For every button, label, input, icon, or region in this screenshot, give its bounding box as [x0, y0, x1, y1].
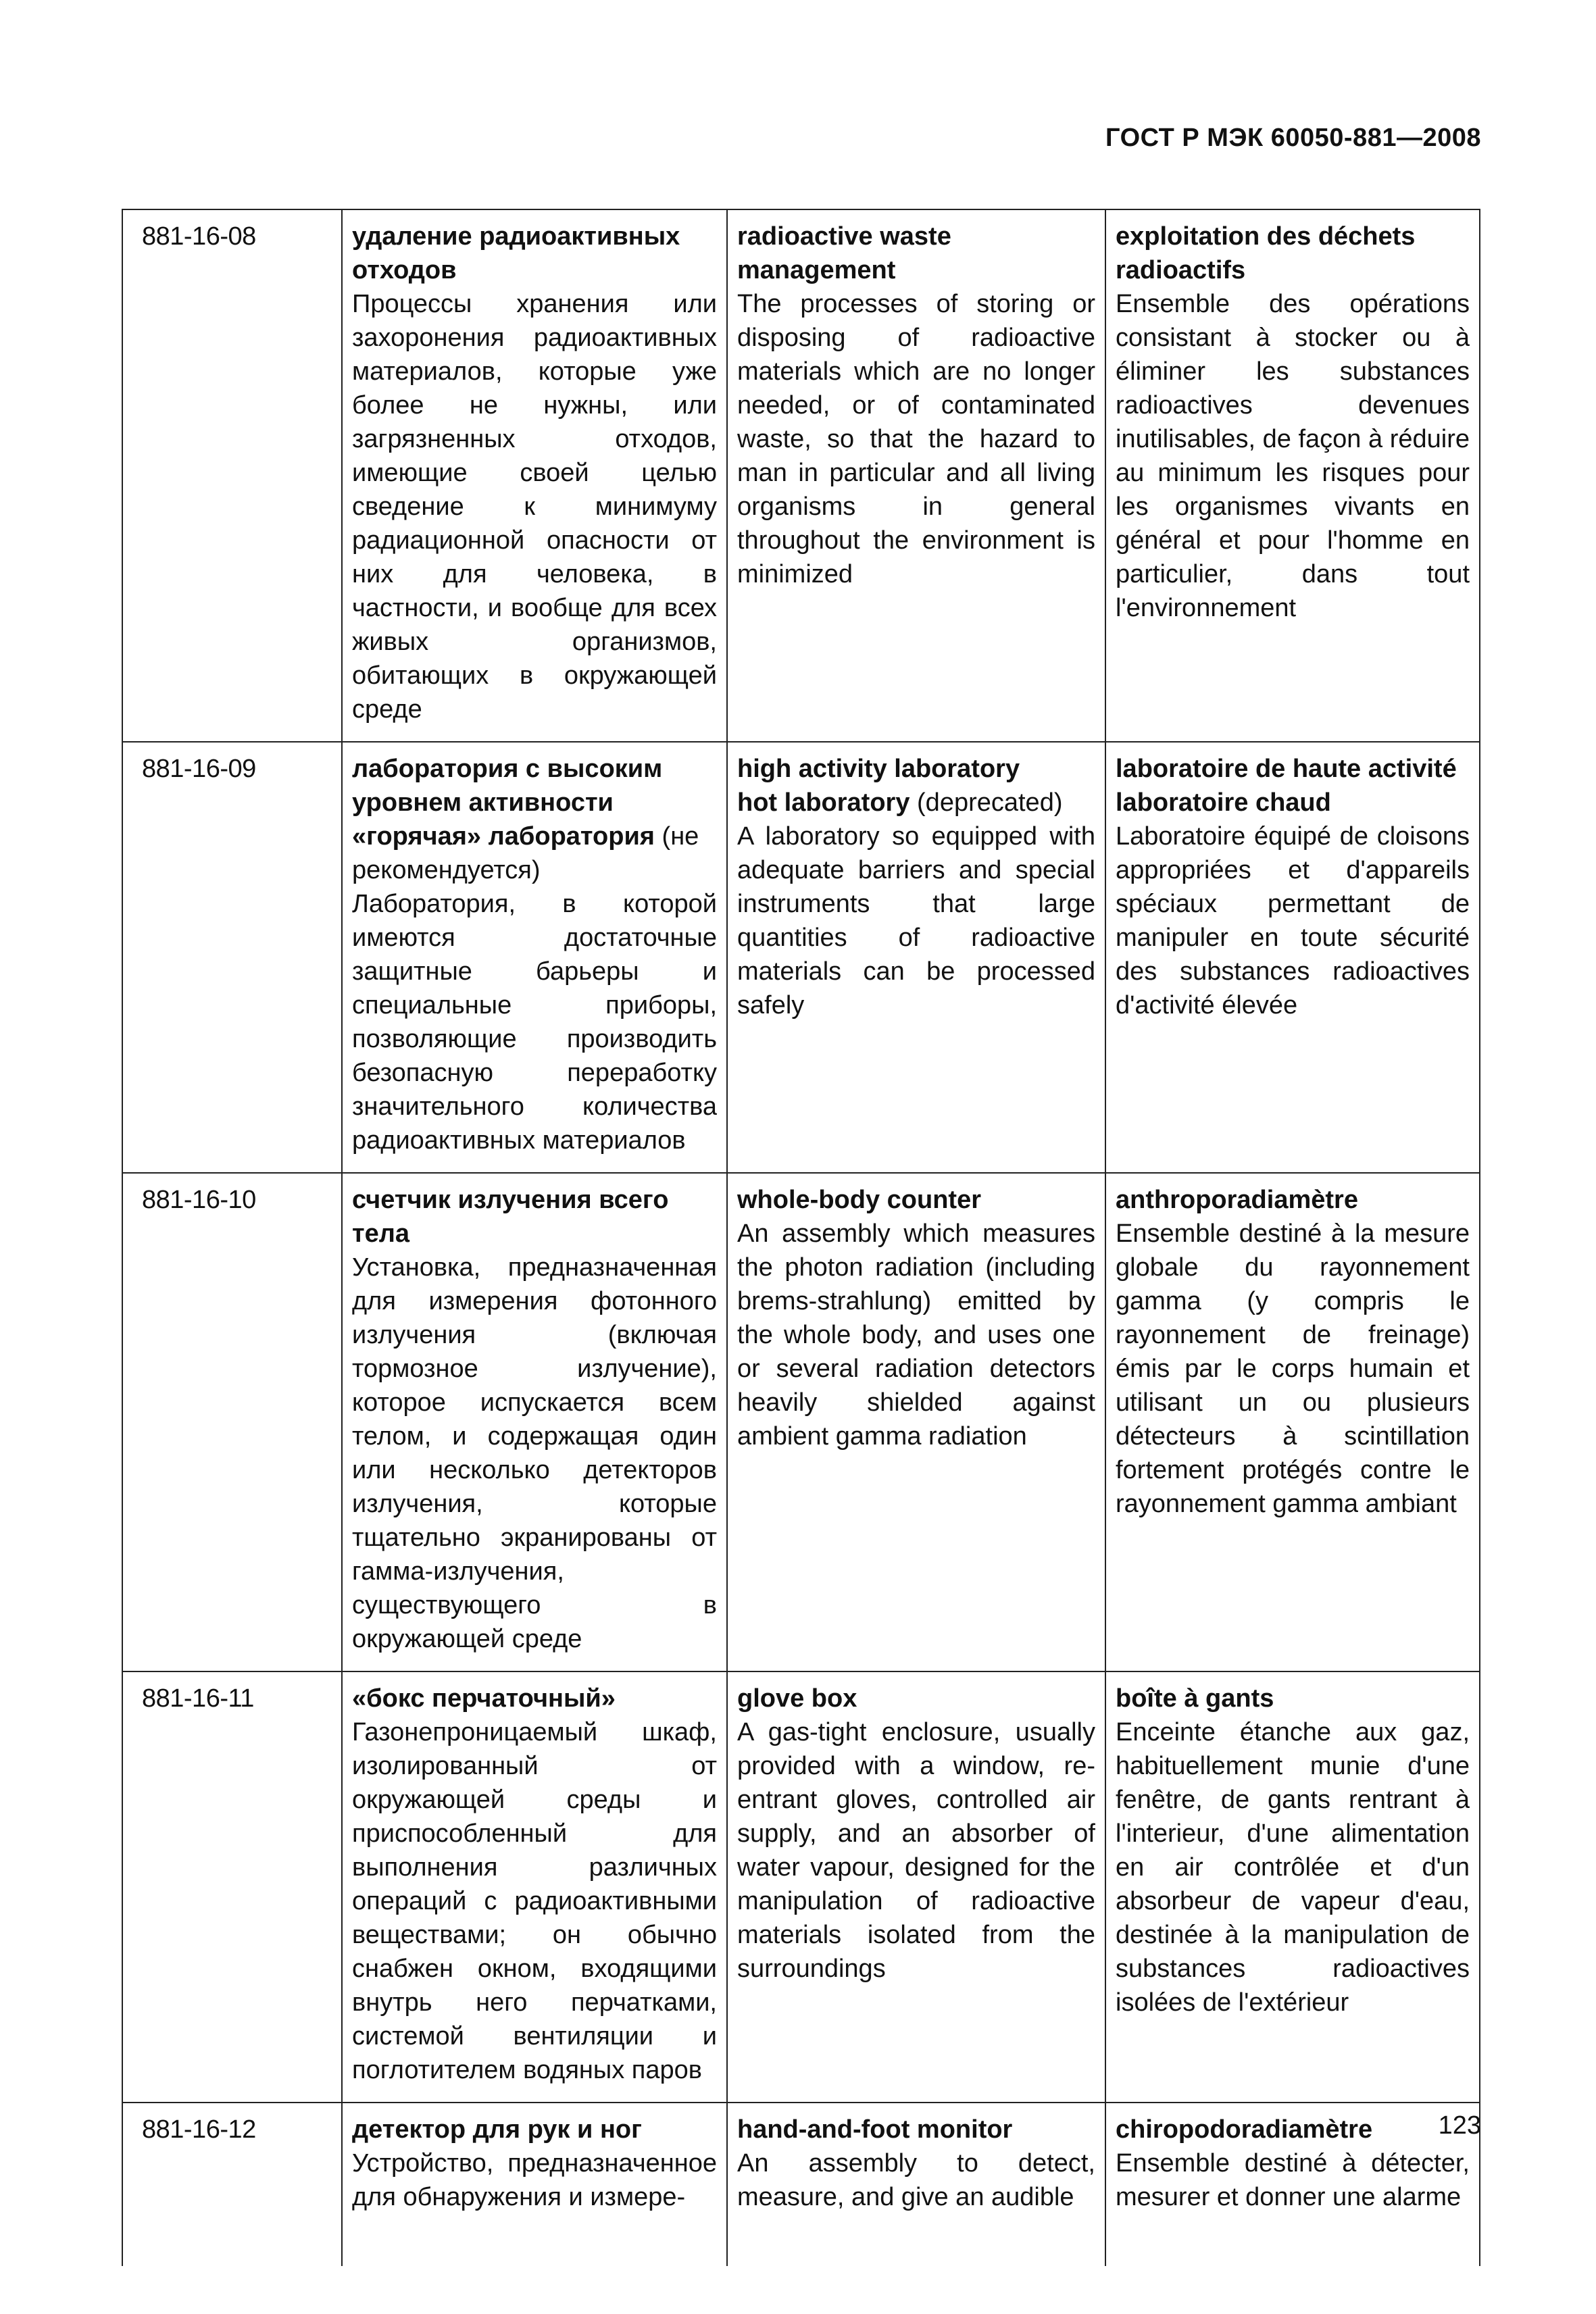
entry-number: 881-16-12 — [122, 2103, 342, 2266]
standard-header: ГОСТ Р МЭК 60050-881—2008 — [1105, 124, 1481, 152]
ru-term: счетчик излучения всего тела — [352, 1186, 669, 1248]
en-definition: A gas-tight enclosure, usually provided with a window, re-entrant gloves, controlled air supply, and an absorber of water vapour, designed for the manipulation of radioactive materials isolated from the surroundings — [737, 1718, 1095, 1983]
fr-cell — [1105, 742, 1480, 1173]
table-row — [122, 1173, 1480, 1671]
fr-term: boîte à gants — [1116, 1684, 1274, 1713]
fr-definition: Ensemble destiné à la mesure globale du rayonnement gamma (y compris le rayonnement de freinage) émis par le corps humain et utilisant un ou plusieurs détecteurs à scintillation fortement protégés contre le rayonnement gamma ambiant — [1116, 1219, 1470, 1518]
table-row — [122, 2103, 1480, 2266]
fr-cell — [1105, 2103, 1480, 2266]
ru-cell — [342, 209, 727, 742]
entry-number: 881-16-09 — [122, 742, 342, 1173]
ru-term: «бокс перчаточный» — [352, 1684, 616, 1713]
fr-cell — [1105, 1173, 1480, 1671]
page-number: 123 — [1438, 2111, 1481, 2140]
table-row — [122, 1671, 1480, 2103]
ru-definition: Устройство, предназначенное для обнаружения и измере- — [352, 2149, 717, 2211]
en-term: high activity laboratory — [737, 755, 1020, 783]
fr-definition: Enceinte étanche aux gaz, habituellement munie d'une fenêtre, de gants rentrant à l'interieur, d'une alimentation en air contrôlée et d'un absorbeur de vapeur d'eau, destinée à la manipulation de substances radioactives isolées de l'extérieur — [1116, 1718, 1470, 2017]
en-term-deprecated — [737, 786, 1095, 820]
en-definition: A laboratory so equipped with adequate barriers and special instruments that large quantities of radioactive materials can be processed safely — [737, 822, 1095, 1020]
fr-term: exploitation des déchets radioactifs — [1116, 222, 1416, 284]
ru-term-deprecated — [352, 820, 717, 887]
en-cell — [727, 1173, 1105, 1671]
ru-definition: Газонепроницаемый шкаф, изолированный от окружающей среды и приспособленный для выполнения различных операций с радиоактивными веществами; он обычно снабжен окном, входящими внутрь него перчатками, системой вентиляции и поглотителем водяных паров — [352, 1718, 717, 2084]
fr-term: chiropodoradiamètre — [1116, 2115, 1373, 2144]
en-term: glove box — [737, 1684, 857, 1713]
ru-term: удаление радиоактивных отходов — [352, 222, 680, 284]
entry-number: 881-16-08 — [122, 209, 342, 742]
table-row — [122, 209, 1480, 742]
en-definition: The processes of storing or disposing of radioactive materials which are no longer needed, or of contaminated waste, so that the hazard to man in particular and all living organisms in general throughout the environment is minimized — [737, 290, 1095, 588]
ru-definition: Установка, предназначенная для измерения фотонного излучения (включая тормозное излучение), которое испускается всем телом, и содержащая один или несколько детекторов излучения, которые тщательно экранированы от гамма-излучения, существующего в окружающей среде — [352, 1253, 717, 1653]
ru-cell — [342, 1671, 727, 2103]
en-cell — [727, 209, 1105, 742]
fr-cell — [1105, 1671, 1480, 2103]
en-cell — [727, 2103, 1105, 2266]
entry-number: 881-16-11 — [122, 1671, 342, 2103]
ru-cell — [342, 2103, 727, 2266]
ru-term: детектор для рук и ног — [352, 2115, 642, 2144]
en-term-note: (deprecated) — [909, 788, 1063, 817]
en-definition: An assembly to detect, measure, and give an audible — [737, 2149, 1095, 2211]
fr-definition: Ensemble des opérations consistant à stocker ou à éliminer les substances radioactives devenues inutilisables, de façon à réduire au minimum les risques pour les organismes vivants en général et pour l'homme en particulier, dans tout l'environnement — [1116, 290, 1470, 622]
ru-definition: Процессы хранения или захоронения радиоактивных материалов, которые уже более не нужны, или загрязненных отходов, имеющие своей целью сведение к минимуму радиационной опасности от них для человека, в частности, и вообще для всех живых организмов, обитающих в окружающей среде — [352, 290, 717, 724]
fr-definition: Laboratoire équipé de cloisons appropriées et d'appareils spéciaux permettant de manipuler en toute sécurité des substances radioactives d'activité élevée — [1116, 822, 1470, 1020]
en-term: hand-and-foot monitor — [737, 2115, 1013, 2144]
table-row — [122, 742, 1480, 1173]
fr-term: anthroporadiamètre — [1116, 1186, 1358, 1214]
ru-cell — [342, 1173, 727, 1671]
en-cell — [727, 742, 1105, 1173]
ru-term-alt: «горячая» лаборатория — [352, 822, 655, 851]
en-definition: An assembly which measures the photon radiation (including brems-strahlung) emitted by the whole body, and uses one or several radiation detectors heavily shielded against ambient gamma radiation — [737, 1219, 1095, 1451]
ru-cell — [342, 742, 727, 1173]
ru-definition: Лаборатория, в которой имеются достаточные защитные барьеры и специальные приборы, позволяющие производить безопасную переработку значительного количества радиоактивных материалов — [352, 890, 717, 1155]
en-cell — [727, 1671, 1105, 2103]
en-term-alt: hot laboratory — [737, 788, 910, 817]
en-term: whole-body counter — [737, 1186, 981, 1214]
ru-term-note: (не рекомендуется) — [352, 822, 699, 884]
fr-cell — [1105, 209, 1480, 742]
terminology-table — [122, 209, 1480, 2266]
fr-term: laboratoire de haute activité laboratoire chaud — [1116, 755, 1457, 817]
en-term: radioactive waste management — [737, 222, 951, 284]
entry-number: 881-16-10 — [122, 1173, 342, 1671]
fr-definition: Ensemble destiné à détecter, mesurer et donner une alarme — [1116, 2149, 1470, 2211]
ru-term: лаборатория с высоким уровнем активности — [352, 755, 663, 817]
